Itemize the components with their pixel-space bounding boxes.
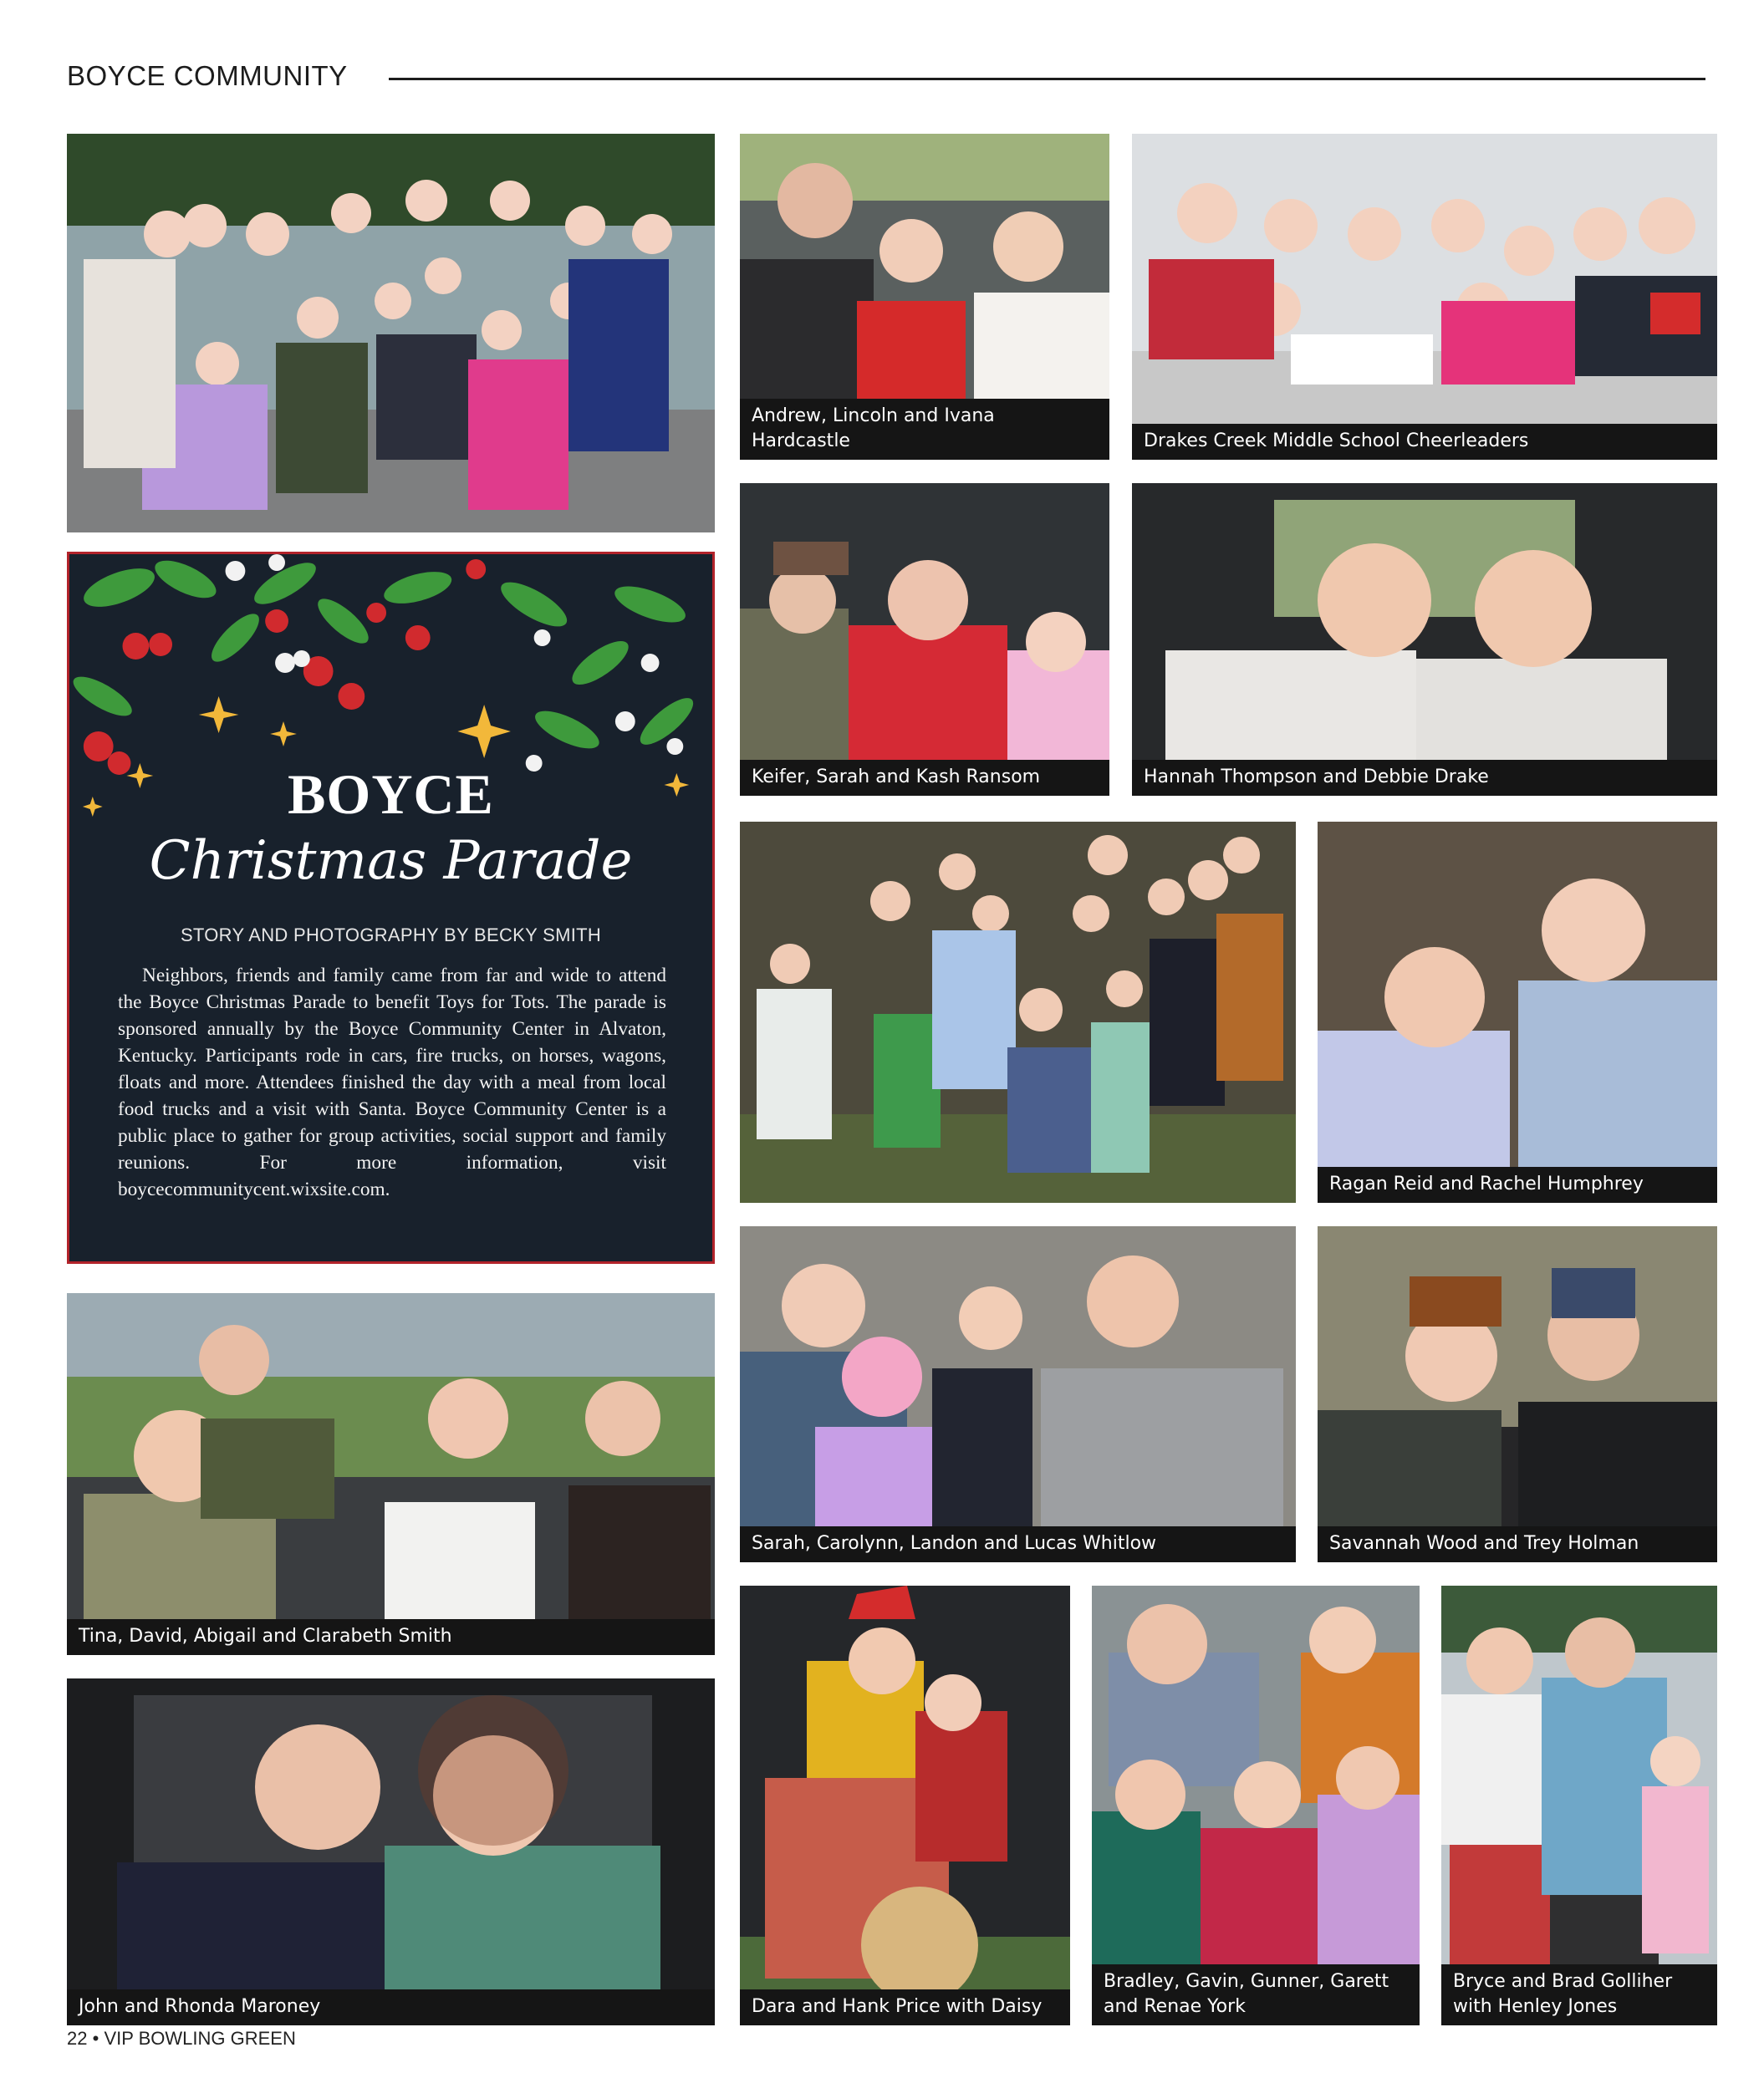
story-body: Neighbors, friends and family came from far and wide to attend the Boyce Christmas Parade to benefit Toys for Tots. The parade is sponsored annually by the Boyce Community Center in Alvaton, Kentucky. Participants rode in cars, fire trucks, on horses, wagons, floats and more. Attendees finished the day with a meal from local food trucks and a visit with Santa. Boyce Community Center is a public place to gather for group activities, social support and family reunions. For more information, visit boycecommunitycent.wixsite.com. bbox=[118, 965, 666, 1200]
photo-caption: Keifer, Sarah and Kash Ransom bbox=[740, 760, 1109, 796]
footer-separator: • bbox=[92, 2028, 99, 2049]
photo-price bbox=[740, 1586, 1070, 2025]
photo-image bbox=[1132, 483, 1717, 796]
section-title: BOYCE COMMUNITY bbox=[67, 60, 348, 91]
photo-reid-humphrey bbox=[1318, 822, 1717, 1203]
photo-hardcastle bbox=[740, 134, 1109, 460]
photo-caption: John and Rhonda Maroney bbox=[67, 1989, 715, 2025]
photo-image bbox=[67, 1293, 715, 1655]
photo-image bbox=[740, 1586, 1070, 2025]
story-byline: STORY AND PHOTOGRAPHY BY BECKY SMITH bbox=[180, 924, 602, 945]
photo-image bbox=[740, 822, 1296, 1203]
photo-caption: Hannah Thompson and Debbie Drake bbox=[1132, 760, 1717, 796]
photo-wood-holman bbox=[1318, 1226, 1717, 1562]
story-title: BOYCE bbox=[288, 762, 494, 826]
photo-caption: Tina, David, Abigail and Clarabeth Smith bbox=[67, 1619, 715, 1655]
photo-image bbox=[1092, 1586, 1420, 2025]
photo-caption: Bryce and Brad Golliher with Henley Jones bbox=[1441, 1964, 1717, 2025]
photo-maroney bbox=[67, 1678, 715, 2025]
photo-whitlow bbox=[740, 1226, 1296, 1562]
photo-image bbox=[1318, 822, 1717, 1203]
story-block bbox=[67, 552, 715, 1264]
story-subtitle: Christmas Parade bbox=[149, 830, 633, 892]
photo-group-kids bbox=[67, 134, 715, 532]
photo-family-group bbox=[740, 822, 1296, 1203]
photo-york bbox=[1092, 1586, 1420, 2025]
photo-caption: Savannah Wood and Trey Holman bbox=[1318, 1526, 1717, 1562]
page-number: 22 bbox=[67, 2028, 88, 2049]
photo-image bbox=[67, 134, 715, 532]
photo-caption: Dara and Hank Price with Daisy bbox=[740, 1989, 1070, 2025]
photo-caption: Andrew, Lincoln and Ivana Hardcastle bbox=[740, 399, 1109, 460]
photo-thompson-drake bbox=[1132, 483, 1717, 796]
photo-image bbox=[740, 483, 1109, 796]
page-footer bbox=[67, 2028, 296, 2050]
photo-smith-family bbox=[67, 1293, 715, 1655]
photo-image bbox=[1318, 1226, 1717, 1562]
photo-ransom bbox=[740, 483, 1109, 796]
photo-caption: Sarah, Carolynn, Landon and Lucas Whitlow bbox=[740, 1526, 1296, 1562]
photo-golliher bbox=[1441, 1586, 1717, 2025]
photo-image bbox=[740, 1226, 1296, 1562]
publication-name: VIP BOWLING GREEN bbox=[104, 2028, 296, 2049]
photo-caption: Bradley, Gavin, Gunner, Garett and Renae York bbox=[1092, 1964, 1420, 2025]
photo-image bbox=[1132, 134, 1717, 460]
photo-image bbox=[67, 1678, 715, 2025]
photo-caption: Ragan Reid and Rachel Humphrey bbox=[1318, 1167, 1717, 1203]
photo-caption: Drakes Creek Middle School Cheerleaders bbox=[1132, 424, 1717, 460]
header-rule bbox=[389, 78, 1705, 80]
photo-cheerleaders bbox=[1132, 134, 1717, 460]
photo-image bbox=[1441, 1586, 1717, 2025]
